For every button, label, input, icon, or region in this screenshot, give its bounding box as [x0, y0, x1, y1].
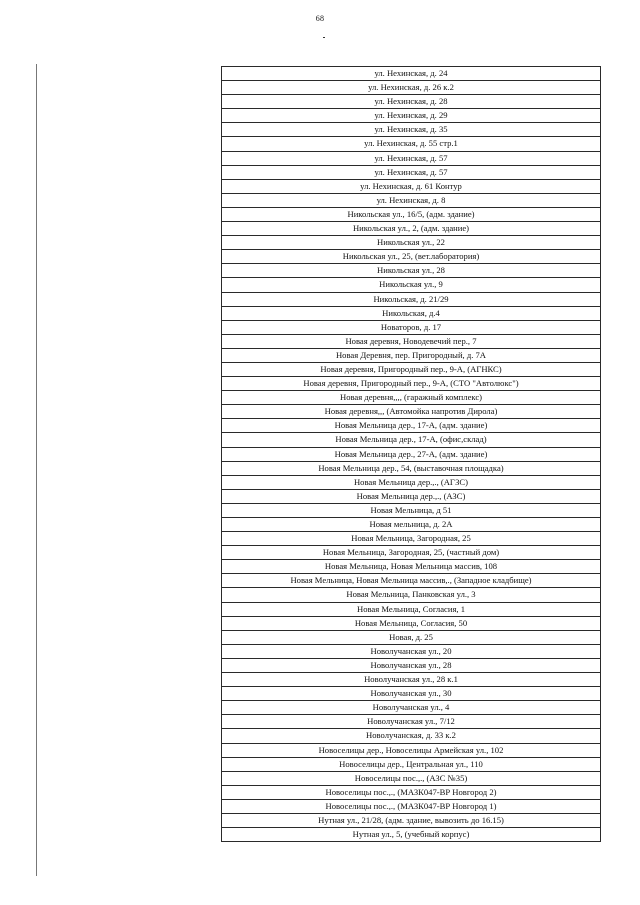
table-row	[222, 518, 601, 532]
table-row	[222, 489, 601, 503]
address-cell: Новая Мельница, Согласия, 50	[222, 616, 601, 630]
table-row	[222, 813, 601, 827]
table-row	[222, 743, 601, 757]
table-row	[222, 334, 601, 348]
address-cell: Новая деревня, Пригородный пер., 9-А, (СТО "Автолюкс")	[222, 377, 601, 391]
address-cell: Новая Мельница дер.,., (АГЗС)	[222, 475, 601, 489]
table-row	[222, 81, 601, 95]
address-table	[221, 66, 601, 842]
address-cell: ул. Нехинская, д. 35	[222, 123, 601, 137]
address-cell: Новолучанская ул., 28	[222, 658, 601, 672]
table-row	[222, 461, 601, 475]
address-cell: Нутная ул., 21/28, (адм. здание, вывозить до 16.15)	[222, 813, 601, 827]
address-cell: Никольская ул., 22	[222, 236, 601, 250]
table-row	[222, 137, 601, 151]
table-row	[222, 602, 601, 616]
address-cell: ул. Нехинская, д. 28	[222, 95, 601, 109]
address-cell: Новолучанская, д. 33 к.2	[222, 729, 601, 743]
address-cell: Новая Мельница, Панковская ул., 3	[222, 588, 601, 602]
address-cell: Новая Мельница, Согласия, 1	[222, 602, 601, 616]
address-cell: ул. Нехинская, д. 55 стр.1	[222, 137, 601, 151]
address-cell: Новаторов, д. 17	[222, 320, 601, 334]
table-row	[222, 179, 601, 193]
table-row	[222, 729, 601, 743]
table-row	[222, 264, 601, 278]
table-row	[222, 250, 601, 264]
address-cell: Никольская, д.4	[222, 306, 601, 320]
address-cell: Новолучанская ул., 28 к.1	[222, 673, 601, 687]
table-row	[222, 433, 601, 447]
address-cell: Новоселицы пос.,., (МАЗК047-ВР Новгород 1)	[222, 799, 601, 813]
table-row	[222, 687, 601, 701]
address-cell: Никольская ул., 16/5, (адм. здание)	[222, 207, 601, 221]
address-cell: Новая мельница, д. 2А	[222, 518, 601, 532]
address-cell: ул. Нехинская, д. 57	[222, 151, 601, 165]
table-row	[222, 799, 601, 813]
table-row	[222, 828, 601, 842]
address-cell: Никольская ул., 9	[222, 278, 601, 292]
address-cell: Новая деревня,,,, (гаражный комплекс)	[222, 391, 601, 405]
table-row	[222, 771, 601, 785]
address-cell: ул. Нехинская, д. 26 к.2	[222, 81, 601, 95]
table-row	[222, 630, 601, 644]
table-row	[222, 236, 601, 250]
address-cell: ул. Нехинская, д. 57	[222, 165, 601, 179]
table-row	[222, 588, 601, 602]
address-cell: Новая Мельница, д 51	[222, 503, 601, 517]
table-row	[222, 701, 601, 715]
address-cell: Новая Деревня, пер. Пригородный, д. 7А	[222, 348, 601, 362]
table-row	[222, 207, 601, 221]
table-row	[222, 95, 601, 109]
table-row	[222, 616, 601, 630]
table-row	[222, 292, 601, 306]
table-row	[222, 532, 601, 546]
table-row	[222, 391, 601, 405]
address-cell: Новая Мельница дер., 54, (выставочная площадка)	[222, 461, 601, 475]
page-number: 68	[315, 14, 325, 23]
table-row	[222, 560, 601, 574]
address-cell: Новая, д. 25	[222, 630, 601, 644]
table-row	[222, 503, 601, 517]
address-cell: Новоселицы дер., Новоселицы Армейская ул., 102	[222, 743, 601, 757]
table-row	[222, 362, 601, 376]
address-cell: Новоселицы пос.,., (МАЗК047-ВР Новгород 2)	[222, 785, 601, 799]
table-row	[222, 447, 601, 461]
table-row	[222, 109, 601, 123]
table-row	[222, 574, 601, 588]
address-cell: Нутная ул., 5, (учебный корпус)	[222, 828, 601, 842]
address-cell: Никольская ул., 2, (адм. здание)	[222, 222, 601, 236]
table-row	[222, 348, 601, 362]
table-row	[222, 123, 601, 137]
address-cell: Новолучанская ул., 7/12	[222, 715, 601, 729]
table-row	[222, 193, 601, 207]
table-row	[222, 673, 601, 687]
scan-dot	[323, 37, 325, 38]
table-row	[222, 715, 601, 729]
margin-rule	[36, 64, 37, 876]
address-cell: Новолучанская ул., 4	[222, 701, 601, 715]
address-cell: Никольская, д. 21/29	[222, 292, 601, 306]
table-row	[222, 785, 601, 799]
table-row	[222, 320, 601, 334]
address-cell: Новая деревня, Пригородный пер., 9-А, (АГНКС)	[222, 362, 601, 376]
address-cell: Новая Мельница дер., 27-А, (адм. здание)	[222, 447, 601, 461]
table-row	[222, 222, 601, 236]
address-cell: Новая Мельница дер., 17-А, (офис,склад)	[222, 433, 601, 447]
address-cell: Никольская ул., 25, (вет.лаборатория)	[222, 250, 601, 264]
table-row	[222, 475, 601, 489]
table-row	[222, 405, 601, 419]
address-cell: Новая деревня,,, (Автомойка напротив Дирола)	[222, 405, 601, 419]
address-cell: Новая Мельница дер., 17-А, (адм. здание)	[222, 419, 601, 433]
address-cell: Новая Мельница, Новая Мельница массив, 108	[222, 560, 601, 574]
address-cell: Новоселицы пос.,., (АЗС №35)	[222, 771, 601, 785]
address-cell: ул. Нехинская, д. 24	[222, 67, 601, 81]
address-cell: Новая Мельница, Загородная, 25	[222, 532, 601, 546]
address-cell: Новая Мельница, Новая Мельница массив,., (Западное кладбище)	[222, 574, 601, 588]
table-row	[222, 419, 601, 433]
table-row	[222, 165, 601, 179]
address-cell: Новолучанская ул., 20	[222, 644, 601, 658]
table-row	[222, 306, 601, 320]
address-cell: Новолучанская ул., 30	[222, 687, 601, 701]
address-cell: ул. Нехинская, д. 29	[222, 109, 601, 123]
table-row	[222, 278, 601, 292]
table-row	[222, 644, 601, 658]
table-row	[222, 151, 601, 165]
address-cell: ул. Нехинская, д. 8	[222, 193, 601, 207]
table-row	[222, 757, 601, 771]
address-cell: Новая деревня, Новодевечий пер., 7	[222, 334, 601, 348]
address-cell: Новая Мельница, Загородная, 25, (частный дом)	[222, 546, 601, 560]
address-cell: Новая Мельница дер.,., (АЗС)	[222, 489, 601, 503]
address-cell: Никольская ул., 28	[222, 264, 601, 278]
table-row	[222, 546, 601, 560]
address-cell: ул. Нехинская, д. 61 Контур	[222, 179, 601, 193]
table-row	[222, 658, 601, 672]
address-cell: Новоселицы дер., Центральная ул., 110	[222, 757, 601, 771]
table-row	[222, 377, 601, 391]
table-row	[222, 67, 601, 81]
